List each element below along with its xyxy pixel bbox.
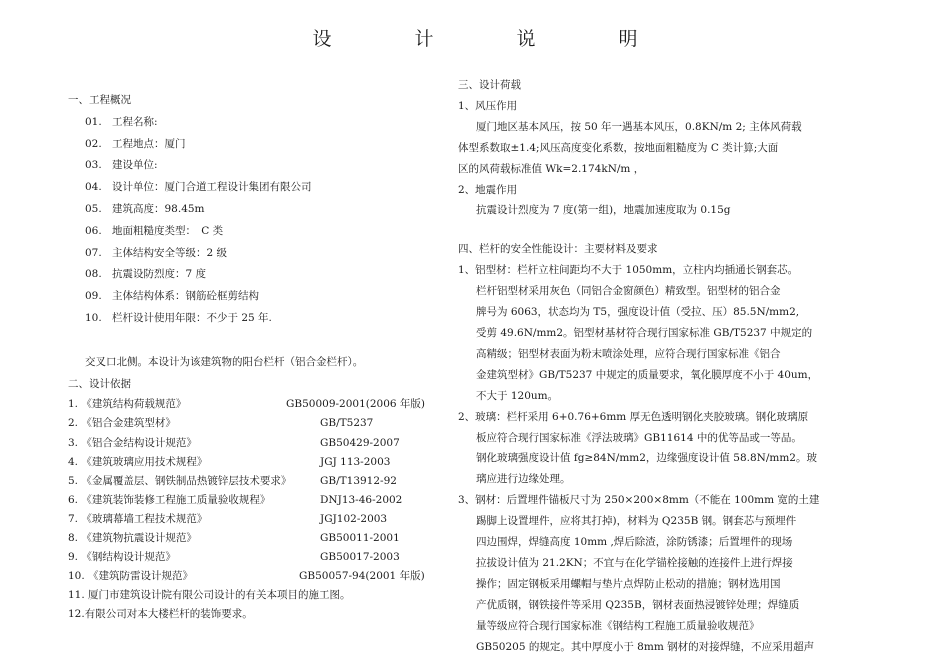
item-number: 01. [85,115,102,128]
standard-name: 2. 《铝合金建筑型材》 [68,417,176,430]
item-text: 工程名称: [112,115,158,128]
standard-name: 6. 《建筑装饰装修工程施工质量验收规程》 [68,493,271,506]
standard-name: 5. 《金属覆盖层、钢铁制品热镀锌层技术要求》 [68,474,292,487]
left-column [68,90,426,624]
steel-text-line: 操作；固定钢板采用螺帽与垫片点焊防止松动的措施；钢材选用国 [476,577,781,590]
basis-item [68,414,418,433]
overview-item [68,264,418,286]
aluminium-text-line: 1、铝型材：栏杆立柱间距均不大于 1050mm，立柱内均插通长钢套芯。 [458,264,799,277]
item-text: 建设单位: [112,159,158,172]
item-text: 主体结构体系：钢筋砼框剪结构 [112,290,259,303]
section-heading-materials: 四、栏杆的安全性能设计：主要材料及要求 [458,243,658,256]
steel-text-line: 踢脚上设置埋件，应将其打掉)，材料为 Q235B 钢。钢套芯与预埋件 [476,515,797,528]
basis-item [68,491,418,510]
wind-text-line: 厦门地区基本风压，按 50 年一遇基本风压，0.8KN/m 2; 主体风荷载 [476,120,802,133]
overview-item [68,221,418,243]
section-heading-loads: 三、设计荷载 [458,79,521,91]
item-number: 03. [85,159,102,172]
item-number: 07. [85,246,102,259]
item-text: 栏杆设计使用年限：不少于 25 年. [112,311,272,324]
steel-text-line: 四边围焊，焊缝高度 10mm ,焊后除渣，涂防锈漆；后置埋件的现场 [476,536,793,549]
subheading-wind: 1、风压作用 [458,99,518,112]
right-column [458,75,820,657]
overview-item [68,199,418,221]
glass-text-line: 璃应进行边缘处理。 [476,473,571,486]
item-text: 地面粗糙度类型： C 类 [112,224,224,237]
aluminium-text-line: 栏杆铝型材采用灰色（同铝合金窗颜色）精致型。铝型材的铝合金 [476,285,781,298]
basis-list [68,395,426,624]
item-number: 05. [85,202,102,215]
wind-text-line: 体型系数取±1.4;风压高度变化系数，按地面粗糙度为 C 类计算;大面 [458,141,779,154]
standard-code: GB50009-2001(2006 年版) [286,398,426,411]
wind-text-line: 区的风荷载标准值 Wk=2.174kN/m ， [458,162,645,175]
standard-name: 1. 《建筑结构荷载规范》 [68,398,187,411]
project-intro: 交叉口北侧。本设计为该建筑物的阳台栏杆（铝合金栏杆）。 [85,355,364,368]
aluminium-text-line: 金建筑型材》GB/T5237 中规定的质量要求，氧化膜厚度不小于 40um， [476,368,819,381]
item-text: 工程地点：厦门 [112,137,186,150]
item-number: 04. [85,181,102,194]
page-title: 设 计 说 明 [312,28,670,50]
item-number: 02. [85,137,102,150]
basis-item [68,395,426,414]
standard-code: GB50011-2001 [320,532,400,545]
item-text: 主体结构安全等级：2 级 [112,246,228,259]
seismic-text-line: 抗震设计烈度为 7 度(第一组)，地震加速度取为 0.15g [476,204,731,217]
steel-text-line: GB50205 的规定。其中厚度小于 8mm 钢材的对接焊缝，不应采用超声 [476,640,815,653]
standard-name: 10. 《建筑防雷设计规范》 [68,570,194,583]
overview-item [68,308,418,330]
steel-text-line: 3、钢材：后置埋件锚板尺寸为 250×200×8mm（不能在 100mm 宽的土建 [458,494,820,507]
glass-text-line: 2、玻璃：栏杆采用 6+0.76+6mm 厚无色透明钢化夹胶玻璃。钢化玻璃原 [458,410,809,423]
item-number: 06. [85,224,102,237]
glass-text-line: 板应符合现行国家标准《浮法玻璃》GB11614 中的优等品或一等品。 [476,431,802,444]
aluminium-text-line: 高精级；铝型材表面为粉末喷涂处理，应符合现行国家标准《铝合 [476,347,781,360]
aluminium-text-line: 牌号为 6063，状态均为 T5，强度设计值（受拉、压）85.5N/mm2, [476,306,800,319]
item-text: 抗震设防烈度：7 度 [112,268,207,281]
steel-text-line: 产优质钢，钢铁接件等采用 Q235B，钢材表面热浸镀锌处理；焊缝质 [476,598,800,611]
basis-item [68,434,418,453]
basis-item: 11. 厦门市建筑设计院有限公司设计的有关本项目的施工图。 [68,589,351,602]
subheading-seismic: 2、地震作用 [458,183,518,196]
overview-list [68,112,418,330]
item-number: 08. [85,268,102,281]
standard-name: 8. 《建筑物抗震设计规范》 [68,532,197,545]
steel-text-line: 量等级应符合现行国家标准《钢结构工程施工质量验收规范》 [476,619,760,632]
standard-name: 4. 《建筑玻璃应用技术规程》 [68,455,208,468]
section-heading-basis: 二、设计依据 [68,377,131,390]
glass-text-line: 钢化玻璃强度设计值 fg≥84N/mm2，边缘强度设计值 58.8N/mm2。玻 [476,452,817,465]
standard-code: GB50057-94(2001 年版) [299,570,425,583]
standard-code: JGJ102-2003 [320,512,388,525]
overview-item [68,243,418,265]
aluminium-text-line: 受剪 49.6N/mm2。铝型材基材符合现行国家标准 GB/T5237 中规定的 [476,326,813,339]
standard-code: GB50017-2003 [320,551,400,564]
standard-name: 7. 《玻璃幕墙工程技术规范》 [68,512,208,525]
steel-text-line: 拉拔设计值为 21.2KN；不宜与在化学锚栓接触的连接件上进行焊接 [476,556,793,569]
basis-item [68,548,418,567]
basis-item [68,510,418,529]
overview-item [68,112,418,134]
basis-item [68,472,418,491]
basis-item: 12.有限公司对本大楼栏杆的装饰要求。 [68,608,253,621]
standard-name: 3. 《铝合金结构设计规范》 [68,436,197,449]
spacer [68,330,418,352]
item-number: 09. [85,290,102,303]
section-heading-overview: 一、工程概况 [68,94,131,106]
standard-code: JGJ 113-2003 [320,455,391,468]
overview-item [68,286,418,308]
basis-item [68,567,425,586]
item-number: 10. [85,311,102,324]
basis-item [68,529,418,548]
overview-item [68,155,418,177]
standard-code: GB50429-2007 [320,436,400,449]
aluminium-text-line: 不大于 120um。 [476,389,559,402]
standard-code: DNJ13-46-2002 [320,493,403,506]
standard-code: GB/T13912-92 [320,474,397,487]
spacer [458,221,808,239]
standard-code: GB/T5237 [320,417,374,430]
standard-name: 9. 《钢结构设计规范》 [68,551,176,564]
item-text: 设计单位：厦门合道工程设计集团有限公司 [112,181,312,194]
overview-item [68,177,418,199]
basis-item [68,453,418,472]
item-text: 建筑高度：98.45m [112,202,205,215]
overview-item [68,134,418,156]
